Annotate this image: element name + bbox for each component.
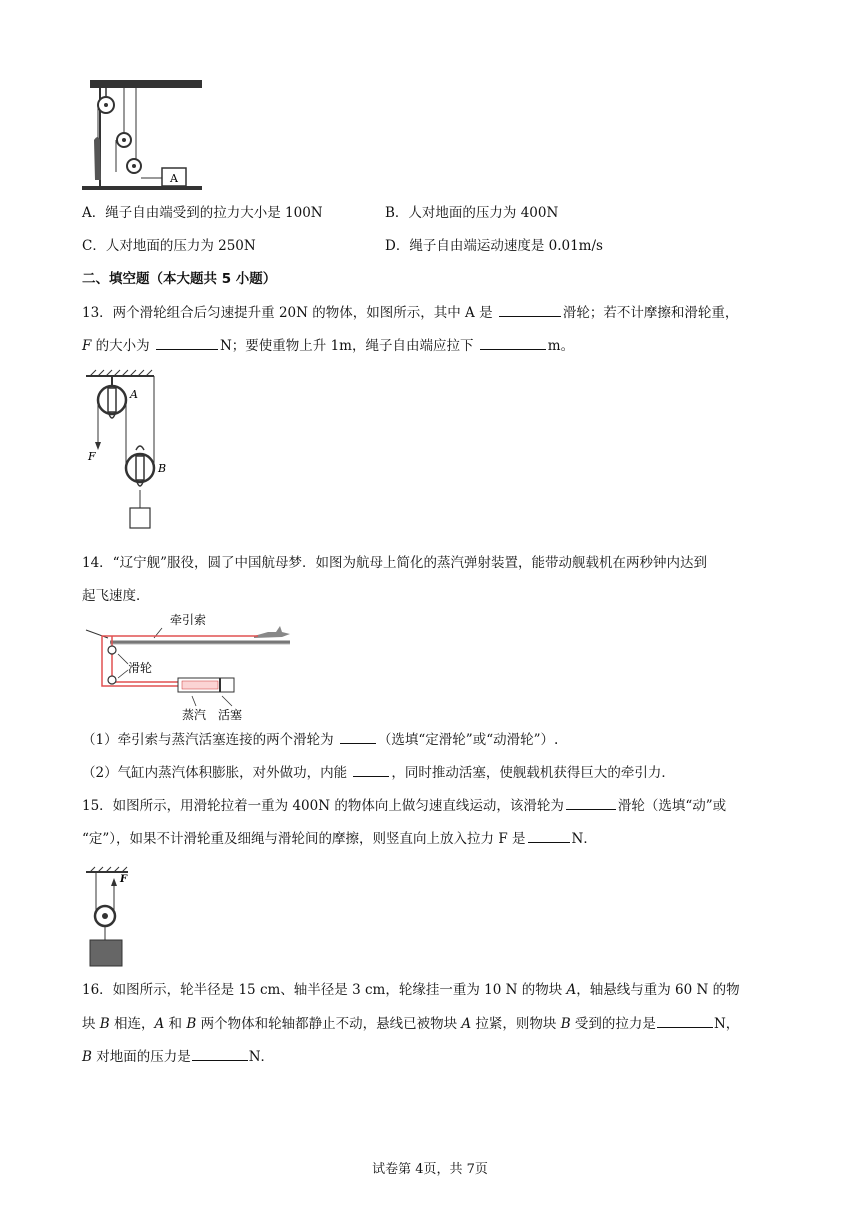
q13-f-symbol: F	[82, 338, 92, 354]
q14-sub2-text-2: ，同时推动活塞，使舰载机获得巨大的牵引力．	[391, 765, 675, 781]
q15-line2	[82, 828, 597, 849]
force-f-label-15: F	[120, 874, 128, 885]
q14-figure	[82, 606, 294, 722]
q16-text-3: 块	[82, 1016, 100, 1032]
q16-line1	[82, 980, 740, 1000]
block-a-label: A	[170, 172, 178, 185]
q15-text-4: N．	[571, 831, 597, 847]
option-d[interactable]: D．绳子自由端运动速度是 0.01m/s	[385, 238, 603, 254]
q15-text-1: 15．如图所示，用滑轮拉着一重为 400N 的物体向上做匀速直线运动，该滑轮为	[82, 798, 564, 814]
q16-symbol-b4: B	[82, 1049, 92, 1065]
q16-text-6: 两个物体和轮轴都静止不动，悬线已被物块	[196, 1016, 462, 1032]
q16-text-1: 16．如图所示，轮半径是 15 cm、轴半径是 3 cm，轮缘挂一重为 10 N 的物块	[82, 982, 567, 998]
q16-text-2: ，轴悬线与重为 60 N 的物	[576, 982, 740, 998]
q16-blank-2[interactable]	[192, 1046, 248, 1061]
q14-blank-2[interactable]	[353, 762, 389, 777]
section-heading: 二、填空题（本大题共 5 小题）	[82, 271, 277, 287]
q16-blank-1[interactable]	[657, 1013, 713, 1028]
q16-text-11: N．	[248, 1049, 275, 1065]
q14-line2: 起飞速度．	[82, 588, 150, 604]
option-b[interactable]: B．人对地面的压力为 400N	[385, 205, 559, 221]
q16-symbol-b2: B	[186, 1016, 197, 1032]
q16-text-8: 受到的拉力是	[570, 1016, 656, 1032]
q14-sub2	[82, 762, 675, 783]
rope-label: 牵引索	[170, 613, 207, 627]
q13-line2	[82, 335, 574, 356]
q15-text-3: “定”），如果不计滑轮重及细绳与滑轮间的摩擦，则竖直向上放入拉力 F 是	[82, 831, 526, 847]
q15-text-2: 滑轮（选填“动”或	[617, 798, 727, 814]
q14-sub1-text-2: （选填“定滑轮”或“动滑轮”）.	[377, 732, 559, 748]
q16-line2	[82, 1013, 739, 1034]
pulley-b-label: B	[158, 462, 167, 475]
q16-text-10: 对地面的压力是	[91, 1049, 191, 1065]
q16-text-4: 相连，	[109, 1016, 155, 1032]
q14-line1: 14．“辽宁舰”服役，圆了中国航母梦．如图为航母上简化的蒸汽弹射装置，能带动舰载机在两秒钟内达到	[82, 555, 707, 571]
q16-text-5: 和	[164, 1016, 187, 1032]
force-f-label: F	[88, 450, 96, 463]
q13-line1	[82, 302, 738, 323]
q16-symbol-a2: A	[154, 1016, 165, 1032]
q15-blank-2[interactable]	[528, 828, 570, 843]
piston-label: 活塞	[218, 708, 243, 722]
q15-line1	[82, 795, 726, 816]
q13-blank-3[interactable]	[480, 335, 546, 350]
q15-blank-1[interactable]	[566, 795, 616, 810]
q13-blank-2[interactable]	[156, 335, 218, 350]
q13-text-1: 13．两个滑轮组合后匀速提升重 20N 的物体，如图所示，其中 A 是	[82, 305, 493, 321]
q13-text-3: 的大小为	[91, 338, 150, 354]
q16-line3	[82, 1046, 274, 1067]
q12-figure	[82, 80, 202, 192]
q14-blank-1[interactable]	[340, 729, 376, 744]
q13-text-4: N；要使重物上升 1m，绳子自由端应拉下	[219, 338, 474, 354]
option-c[interactable]: C．人对地面的压力为 250N	[82, 238, 256, 254]
q16-text-7: 拉紧，则物块	[471, 1016, 561, 1032]
q16-symbol-a: A	[566, 982, 577, 998]
q16-symbol-a3: A	[461, 1016, 472, 1032]
q13-blank-1[interactable]	[499, 302, 561, 317]
q14-sub1-text-1: （1）牵引索与蒸汽活塞连接的两个滑轮为	[82, 732, 334, 748]
option-a[interactable]: A．绳子自由端受到的拉力大小是 100N	[82, 205, 323, 221]
q13-text-2: 滑轮；若不计摩擦和滑轮重，	[562, 305, 739, 321]
steam-label: 蒸汽	[182, 708, 207, 722]
q14-sub2-text-1: （2）气缸内蒸汽体积膨胀，对外做功，内能	[82, 765, 348, 781]
pulley-a-label: A	[130, 388, 138, 401]
pulley-label: 滑轮	[128, 661, 153, 675]
q14-sub1	[82, 729, 558, 750]
q16-text-9: N，	[713, 1016, 740, 1032]
q16-symbol-b3: B	[560, 1016, 571, 1032]
page-footer: 试卷第 4页，共 7页	[372, 1162, 488, 1177]
q15-figure	[82, 866, 142, 970]
q13-figure	[82, 368, 172, 538]
q13-text-5: m。	[547, 338, 575, 354]
q16-symbol-b: B	[99, 1016, 110, 1032]
